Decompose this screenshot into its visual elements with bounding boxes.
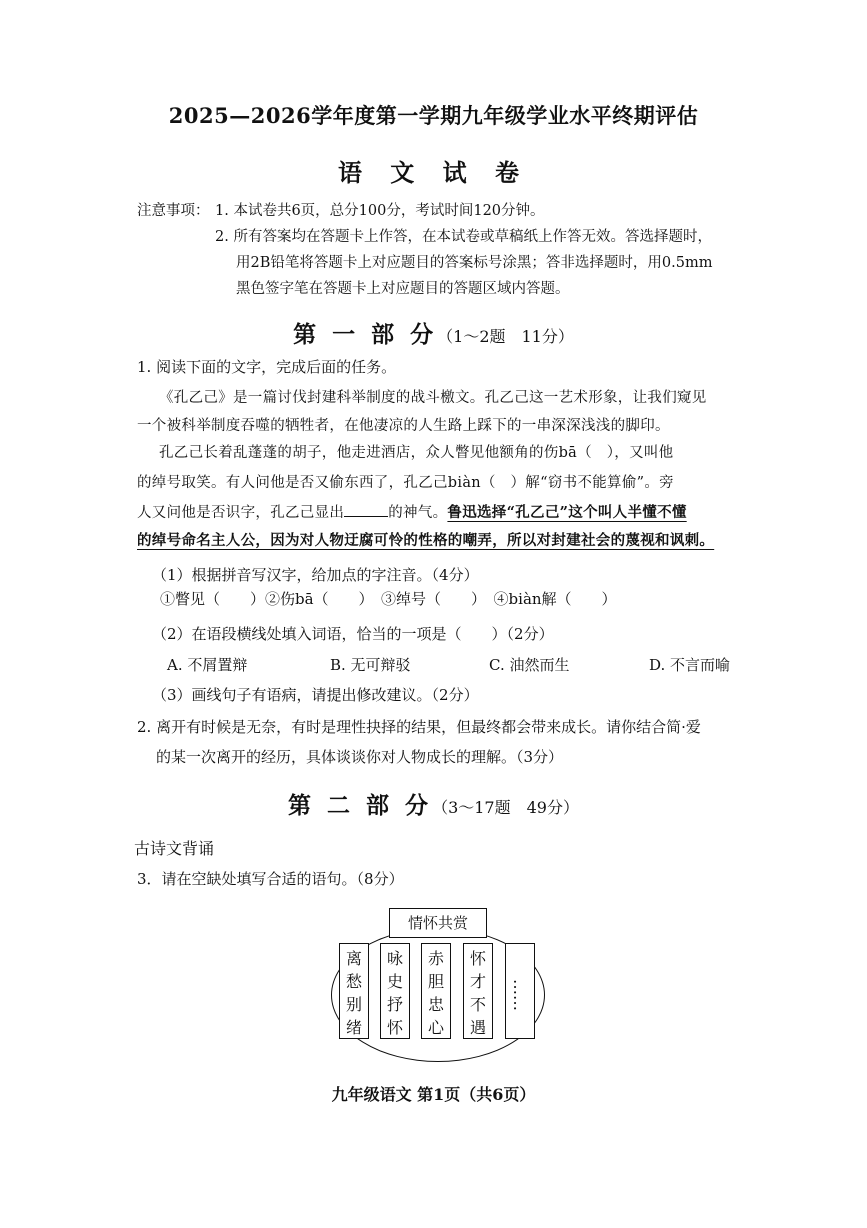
- sub-question-3: （3）画线句子有语病，请提出修改建议。（2分）: [152, 686, 479, 704]
- question-3-stem: 3．请在空缺处填写合适的语句。（8分）: [137, 870, 404, 888]
- sub-question-2: （2）在语段横线处填入词语，恰当的一项是（ ）（2分）: [152, 625, 554, 643]
- notice-item-1: 1. 本试卷共6页，总分100分，考试时间120分钟。: [215, 203, 545, 219]
- notice-item-2-line-2: 用2B铅笔将答题卡上对应题目的答案标号涂黑；答非选择题时，用0.5mm: [236, 255, 713, 271]
- underlined-sentence: 鲁迅选择“孔乙己”这个叫人半懂不懂: [447, 504, 687, 521]
- option-a: A. 不屑置辩: [167, 656, 248, 674]
- exam-subtitle: 语 文 试 卷: [337, 158, 530, 187]
- underlined-sentence-cont: 的绰号命名主人公，因为对人物迂腐可怜的性格的嘲弄，所以对封建社会的蔑视和讽刺。: [137, 532, 715, 549]
- section-title: 古诗文背诵: [134, 839, 215, 858]
- diagram-box-2: 咏史抒怀: [380, 943, 410, 1039]
- part-1-heading: [0, 316, 867, 349]
- page-footer: 九年级语文 第1页（共6页）: [331, 1085, 536, 1104]
- passage-para-1-line-2: 一个被科举制度吞噬的牺牲者，在他凄凉的人生路上踩下的一串深深浅浅的脚印。: [137, 418, 670, 434]
- passage-para-1-line-1: 《孔乙己》是一篇讨伐封建科举制度的战斗檄文。孔乙己这一艺术形象，让我们窥见: [159, 390, 707, 406]
- part-2-range: （3～17题 49分）: [432, 798, 579, 817]
- option-c: C. 油然而生: [489, 656, 570, 674]
- fill-blank: [344, 502, 388, 517]
- diagram-box-1: 离愁别绪: [339, 943, 369, 1039]
- passage-para-2-line-1: 孔乙己长着乱蓬蓬的胡子，他走进酒店，众人瞥见他额角的伤bā（ ），又叫他: [159, 445, 674, 461]
- diagram-box-5: ……: [505, 943, 535, 1039]
- option-b: B. 无可辩驳: [330, 656, 411, 674]
- notice-item-2-line-1: 2. 所有答案均在答题卡上作答，在本试卷或草稿纸上作答无效。答选择题时，: [215, 229, 712, 245]
- notice-item-2-line-3: 黑色签字笔在答题卡上对应题目的答题区域内答题。: [236, 281, 570, 297]
- part-2-heading: [0, 787, 867, 820]
- part-1-title: 第 一 部 分: [293, 321, 438, 348]
- question-1-stem: 1. 阅读下面的文字，完成后面的任务。: [137, 358, 397, 376]
- option-d: D. 不言而喻: [649, 656, 731, 674]
- passage-para-2-line-2: 的绰号取笑。有人问他是否又偷东西了，孔乙己biàn（ ）解“窃书不能算偷”。旁: [137, 475, 674, 491]
- diagram-box-3: 赤胆忠心: [421, 943, 451, 1039]
- exam-title: 2025—2026学年度第一学期九年级学业水平终期评估: [168, 103, 699, 128]
- sub-question-1-items: ①瞥见（ ）②伤bā（ ） ③绰号（ ） ④biàn解（ ）: [160, 590, 617, 608]
- sub-question-1: （1）根据拼音写汉字，给加点的字注音。（4分）: [152, 566, 479, 584]
- passage-text: 的神气。: [388, 505, 448, 521]
- question-2-line-1: 2. 离开有时候是无奈，有时是理性抉择的结果，但最终都会带来成长。请你结合简·爱: [137, 718, 701, 736]
- passage-text: 人又问他是否识字，孔乙己显出: [137, 505, 345, 521]
- notice-label: 注意事项：: [137, 203, 210, 219]
- question-2-line-2: 的某一次离开的经历，具体谈谈你对人物成长的理解。（3分）: [156, 748, 564, 766]
- part-2-title: 第 二 部 分: [288, 792, 433, 819]
- part-1-range: （1～2题 11分）: [437, 327, 574, 346]
- diagram-box-4: 怀才不遇: [463, 943, 493, 1039]
- diagram-top-box: 情怀共赏: [389, 908, 487, 938]
